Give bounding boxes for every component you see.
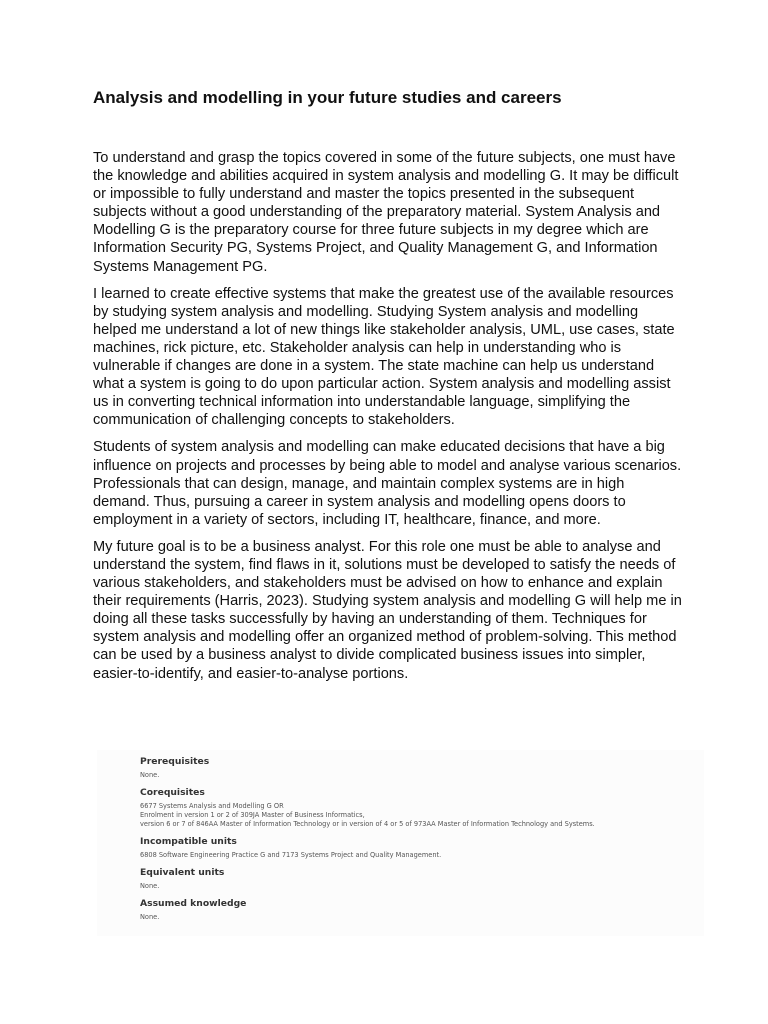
assumed-knowledge-value: None. [140, 913, 160, 921]
paragraph-skills-learned: I learned to create effective systems that make the greatest use of the available resources by studying system analysis and modelling. Studying System analysis and modelling helped me understand a lot of new things like stakeholder analysis, UML, use cases, state machines, rick picture, etc. Stakeholder analysis can help in understanding who is vulnerable if changes are done in a system. The state machine can help us understand what a system is going to do upon particular action. System analysis and modelling assist us in converting technical information into understandable language, simplifying the communication of challenging concepts to stakeholders. [93, 285, 675, 429]
equivalent-units-heading: Equivalent units [140, 867, 225, 878]
document-title: Analysis and modelling in your future studies and careers [93, 88, 562, 107]
prerequisites-section [140, 756, 704, 780]
document-body [93, 149, 683, 692]
incompatible-units-heading: Incompatible units [140, 836, 237, 847]
prerequisites-value: None. [140, 771, 160, 779]
prerequisites-heading: Prerequisites [140, 756, 210, 767]
equivalent-units-value: None. [140, 882, 160, 890]
equivalent-units-section [140, 867, 704, 891]
corequisites-section [140, 787, 704, 829]
paragraph-business-analyst-goal: My future goal is to be a business analyst. For this role one must be able to analyse and understand the system, find flaws in it, solutions must be developed to satisfy the needs of various stakeholders, and stakeholders must be advised on how to enhance and explain their requirements (Harris, 2023). Studying system analysis and modelling G will help me in doing all these tasks successfully by having an understanding of them. Techniques for system analysis and modelling offer an organized method of problem-solving. This method can be used by a business analyst to divide complicated business issues into simpler, easier-to-identify, and easier-to-analyse portions. [93, 538, 682, 682]
incompatible-units-section [140, 836, 704, 860]
incompatible-units-value: 6808 Software Engineering Practice G and 7173 Systems Project and Quality Management. [140, 851, 442, 859]
unit-requirements-screenshot [97, 750, 704, 936]
corequisites-heading: Corequisites [140, 787, 205, 798]
paragraph-career-opportunities: Students of system analysis and modelling can make educated decisions that have a big influence on projects and processes by being able to model and analyse various scenarios. Professionals that can design, manage, and maintain complex systems are in high demand. Thus, pursuing a career in system analysis and modelling opens doors to employment in a variety of sectors, including IT, healthcare, finance, and more. [93, 439, 682, 528]
paragraph-future-subjects: To understand and grasp the topics covered in some of the future subjects, one must have the knowledge and abilities acquired in system analysis and modelling G. It may be difficult or impossible to fully understand and master the topics presented in the subsequent subjects without a good understanding of the preparatory material. System Analysis and Modelling G is the preparatory course for three future subjects in my degree which are Information Security PG, Systems Project, and Quality Management G, and Information Systems Management PG. [93, 150, 679, 275]
assumed-knowledge-heading: Assumed knowledge [140, 898, 247, 909]
corequisites-line: version 6 or 7 of 846AA Master of Information Technology or in version of 4 or 5 of 973AA Master of Information Technology and Systems. [140, 820, 595, 828]
corequisites-line: Enrolment in version 1 or 2 of 309JA Master of Business Informatics, [140, 811, 365, 819]
assumed-knowledge-section [140, 898, 704, 922]
corequisites-line: 6677 Systems Analysis and Modelling G OR [140, 802, 284, 810]
